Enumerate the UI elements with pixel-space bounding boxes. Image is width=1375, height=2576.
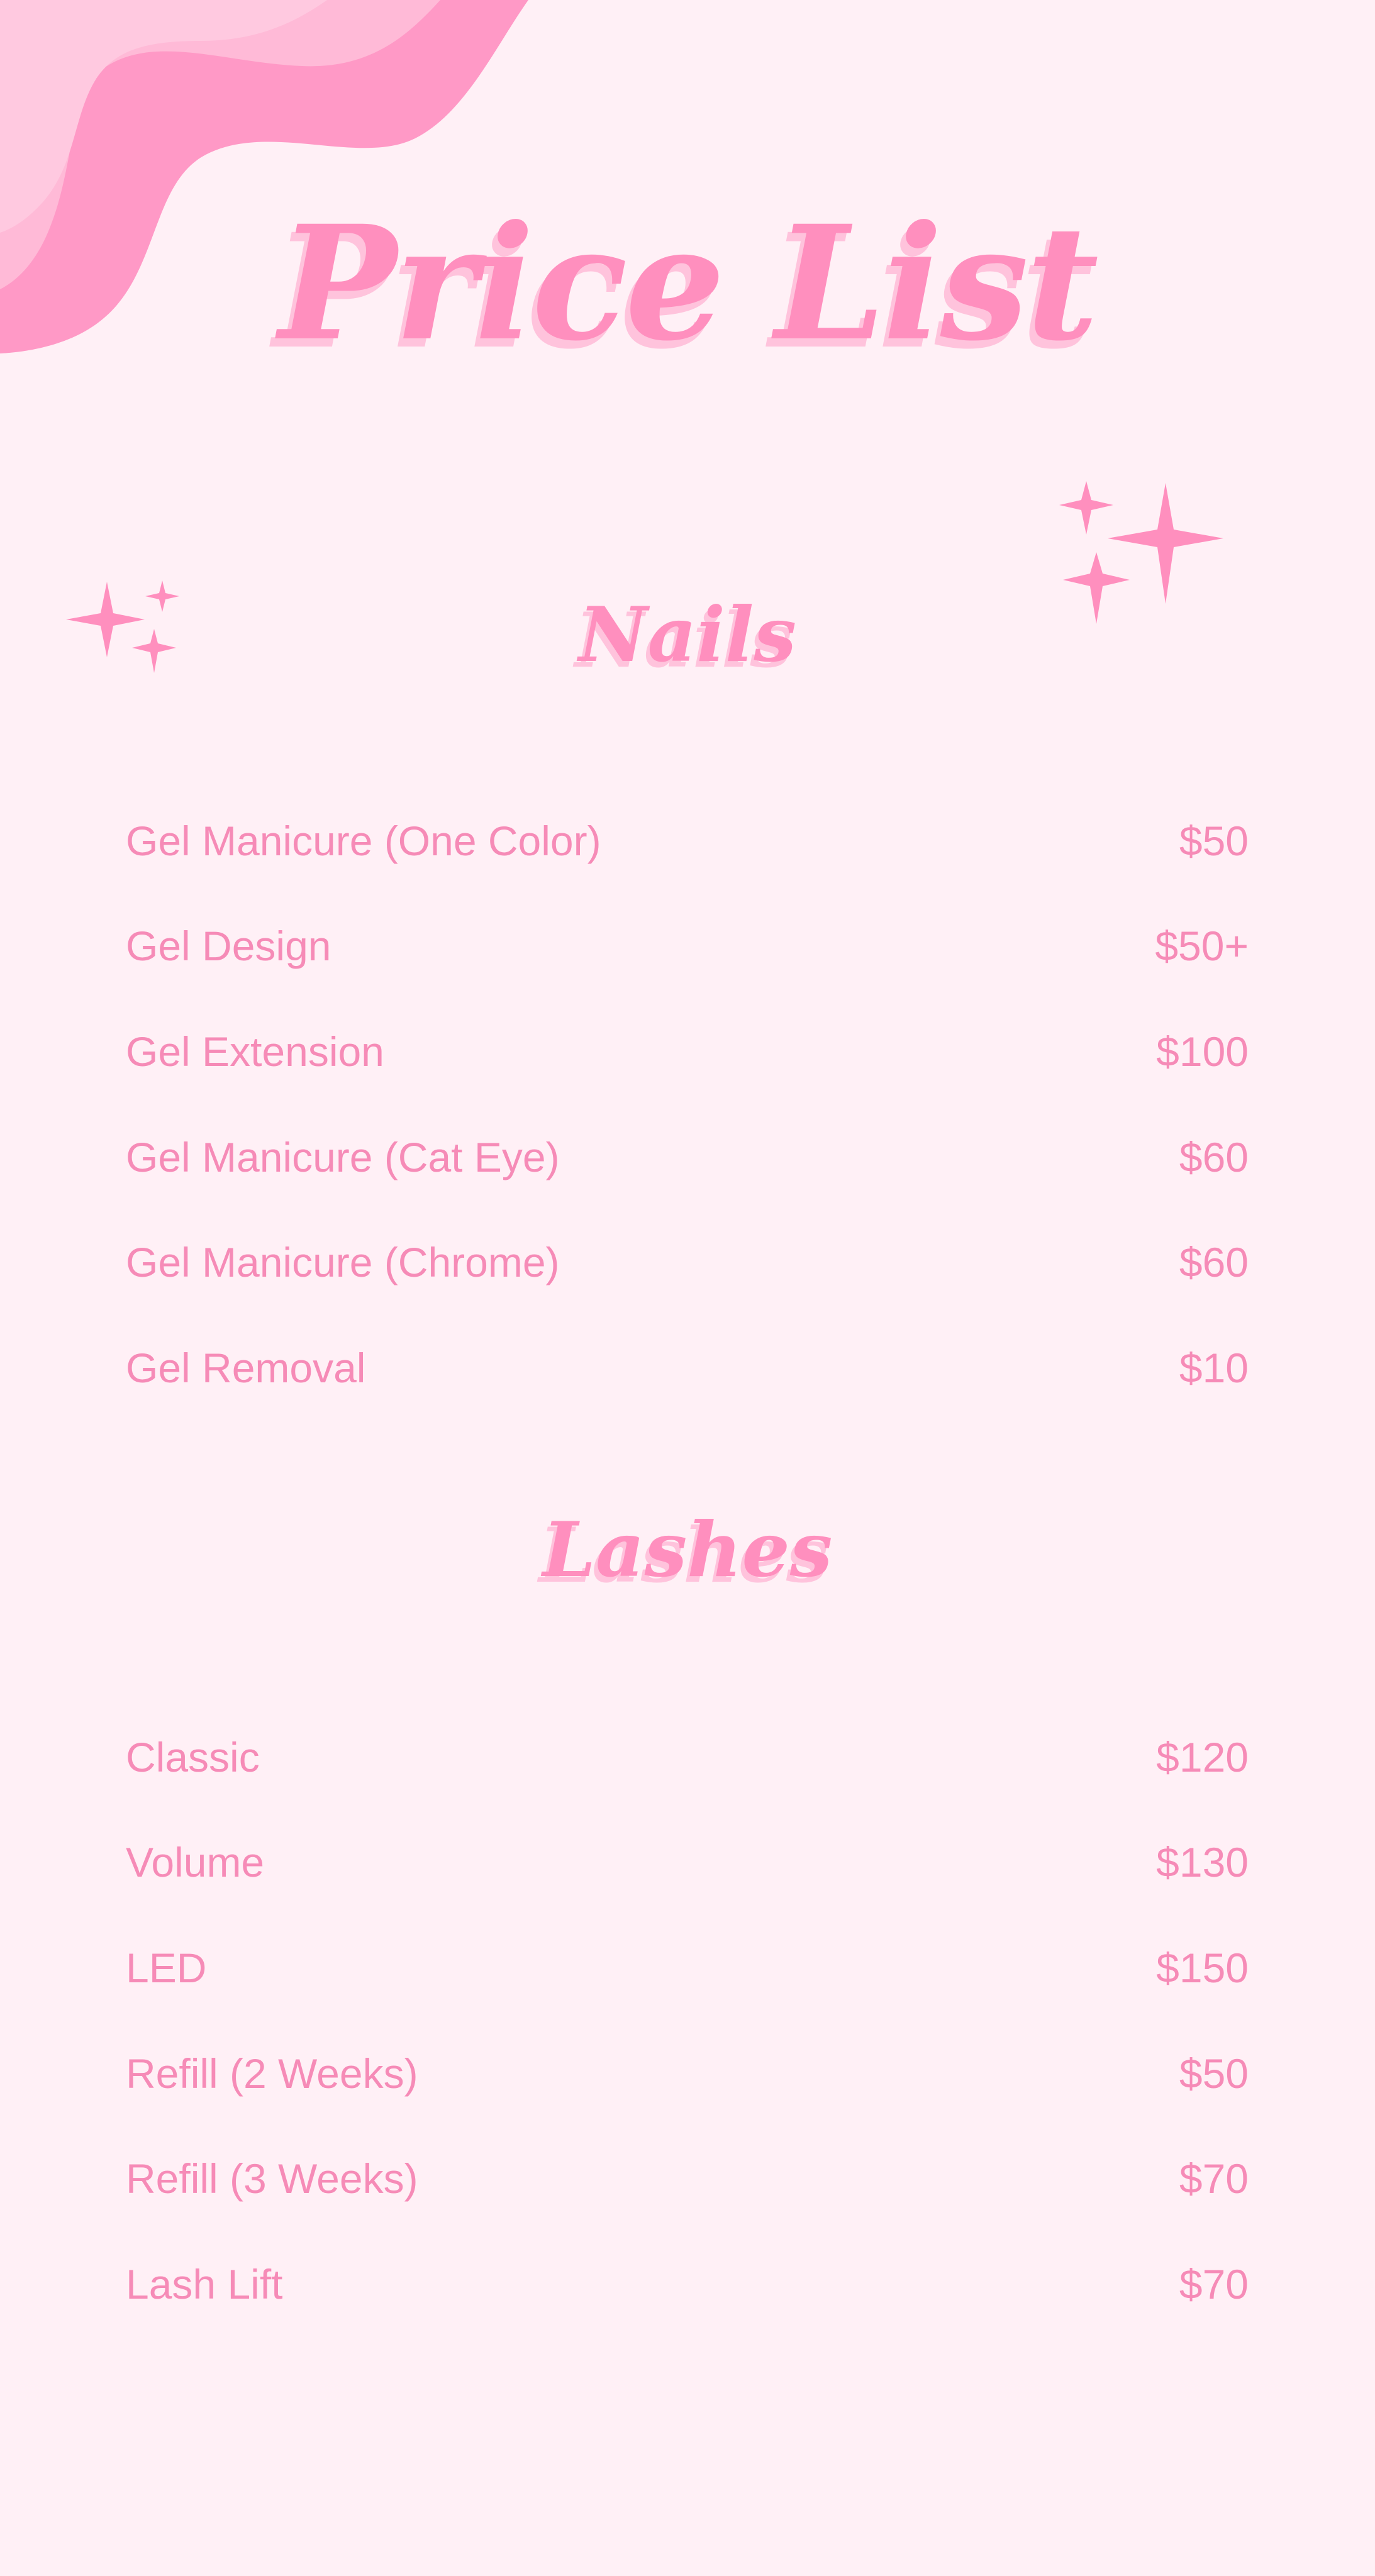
service-name: Refill (3 Weeks): [126, 2155, 418, 2202]
service-name: Lash Lift: [126, 2260, 283, 2307]
price-row: [126, 1915, 1249, 2021]
price-row: [126, 2021, 1249, 2126]
price-row: [126, 788, 1249, 894]
service-price: $60: [1179, 1133, 1249, 1180]
service-name: Gel Design: [126, 923, 331, 970]
price-row: [126, 1104, 1249, 1210]
price-row: [126, 894, 1249, 999]
service-price: $60: [1179, 1239, 1249, 1286]
price-row: [126, 999, 1249, 1104]
price-row: [126, 1704, 1249, 1810]
price-list-nails: [126, 788, 1249, 1421]
section-title-lashes: Lashes: [542, 1506, 833, 1594]
service-name: Gel Removal: [126, 1344, 366, 1391]
price-row: [126, 1810, 1249, 1916]
service-price: $150: [1156, 1944, 1249, 1991]
page-title: Price List: [279, 191, 1096, 375]
service-name: Refill (2 Weeks): [126, 2050, 418, 2097]
service-price: $120: [1156, 1733, 1249, 1780]
service-price: $100: [1156, 1028, 1249, 1075]
service-name: Gel Manicure (Cat Eye): [126, 1133, 560, 1180]
service-name: Gel Manicure (Chrome): [126, 1239, 560, 1286]
service-name: Classic: [126, 1733, 260, 1780]
service-price: $130: [1156, 1839, 1249, 1886]
price-row: [126, 1315, 1249, 1421]
service-name: Gel Manicure (One Color): [126, 817, 601, 864]
service-price: $50: [1179, 2050, 1249, 2097]
service-price: $50: [1179, 817, 1249, 864]
service-price: $10: [1179, 1344, 1249, 1391]
service-name: LED: [126, 1944, 207, 1991]
service-name: Volume: [126, 1839, 265, 1886]
service-price: $70: [1179, 2155, 1249, 2202]
price-row: [126, 1209, 1249, 1315]
price-row: [126, 2231, 1249, 2337]
price-row: [126, 2126, 1249, 2231]
service-price: $50+: [1155, 923, 1249, 970]
price-list-lashes: [126, 1704, 1249, 2337]
section-title-nails: Nails: [578, 591, 797, 679]
service-price: $70: [1179, 2260, 1249, 2307]
service-name: Gel Extension: [126, 1028, 384, 1075]
